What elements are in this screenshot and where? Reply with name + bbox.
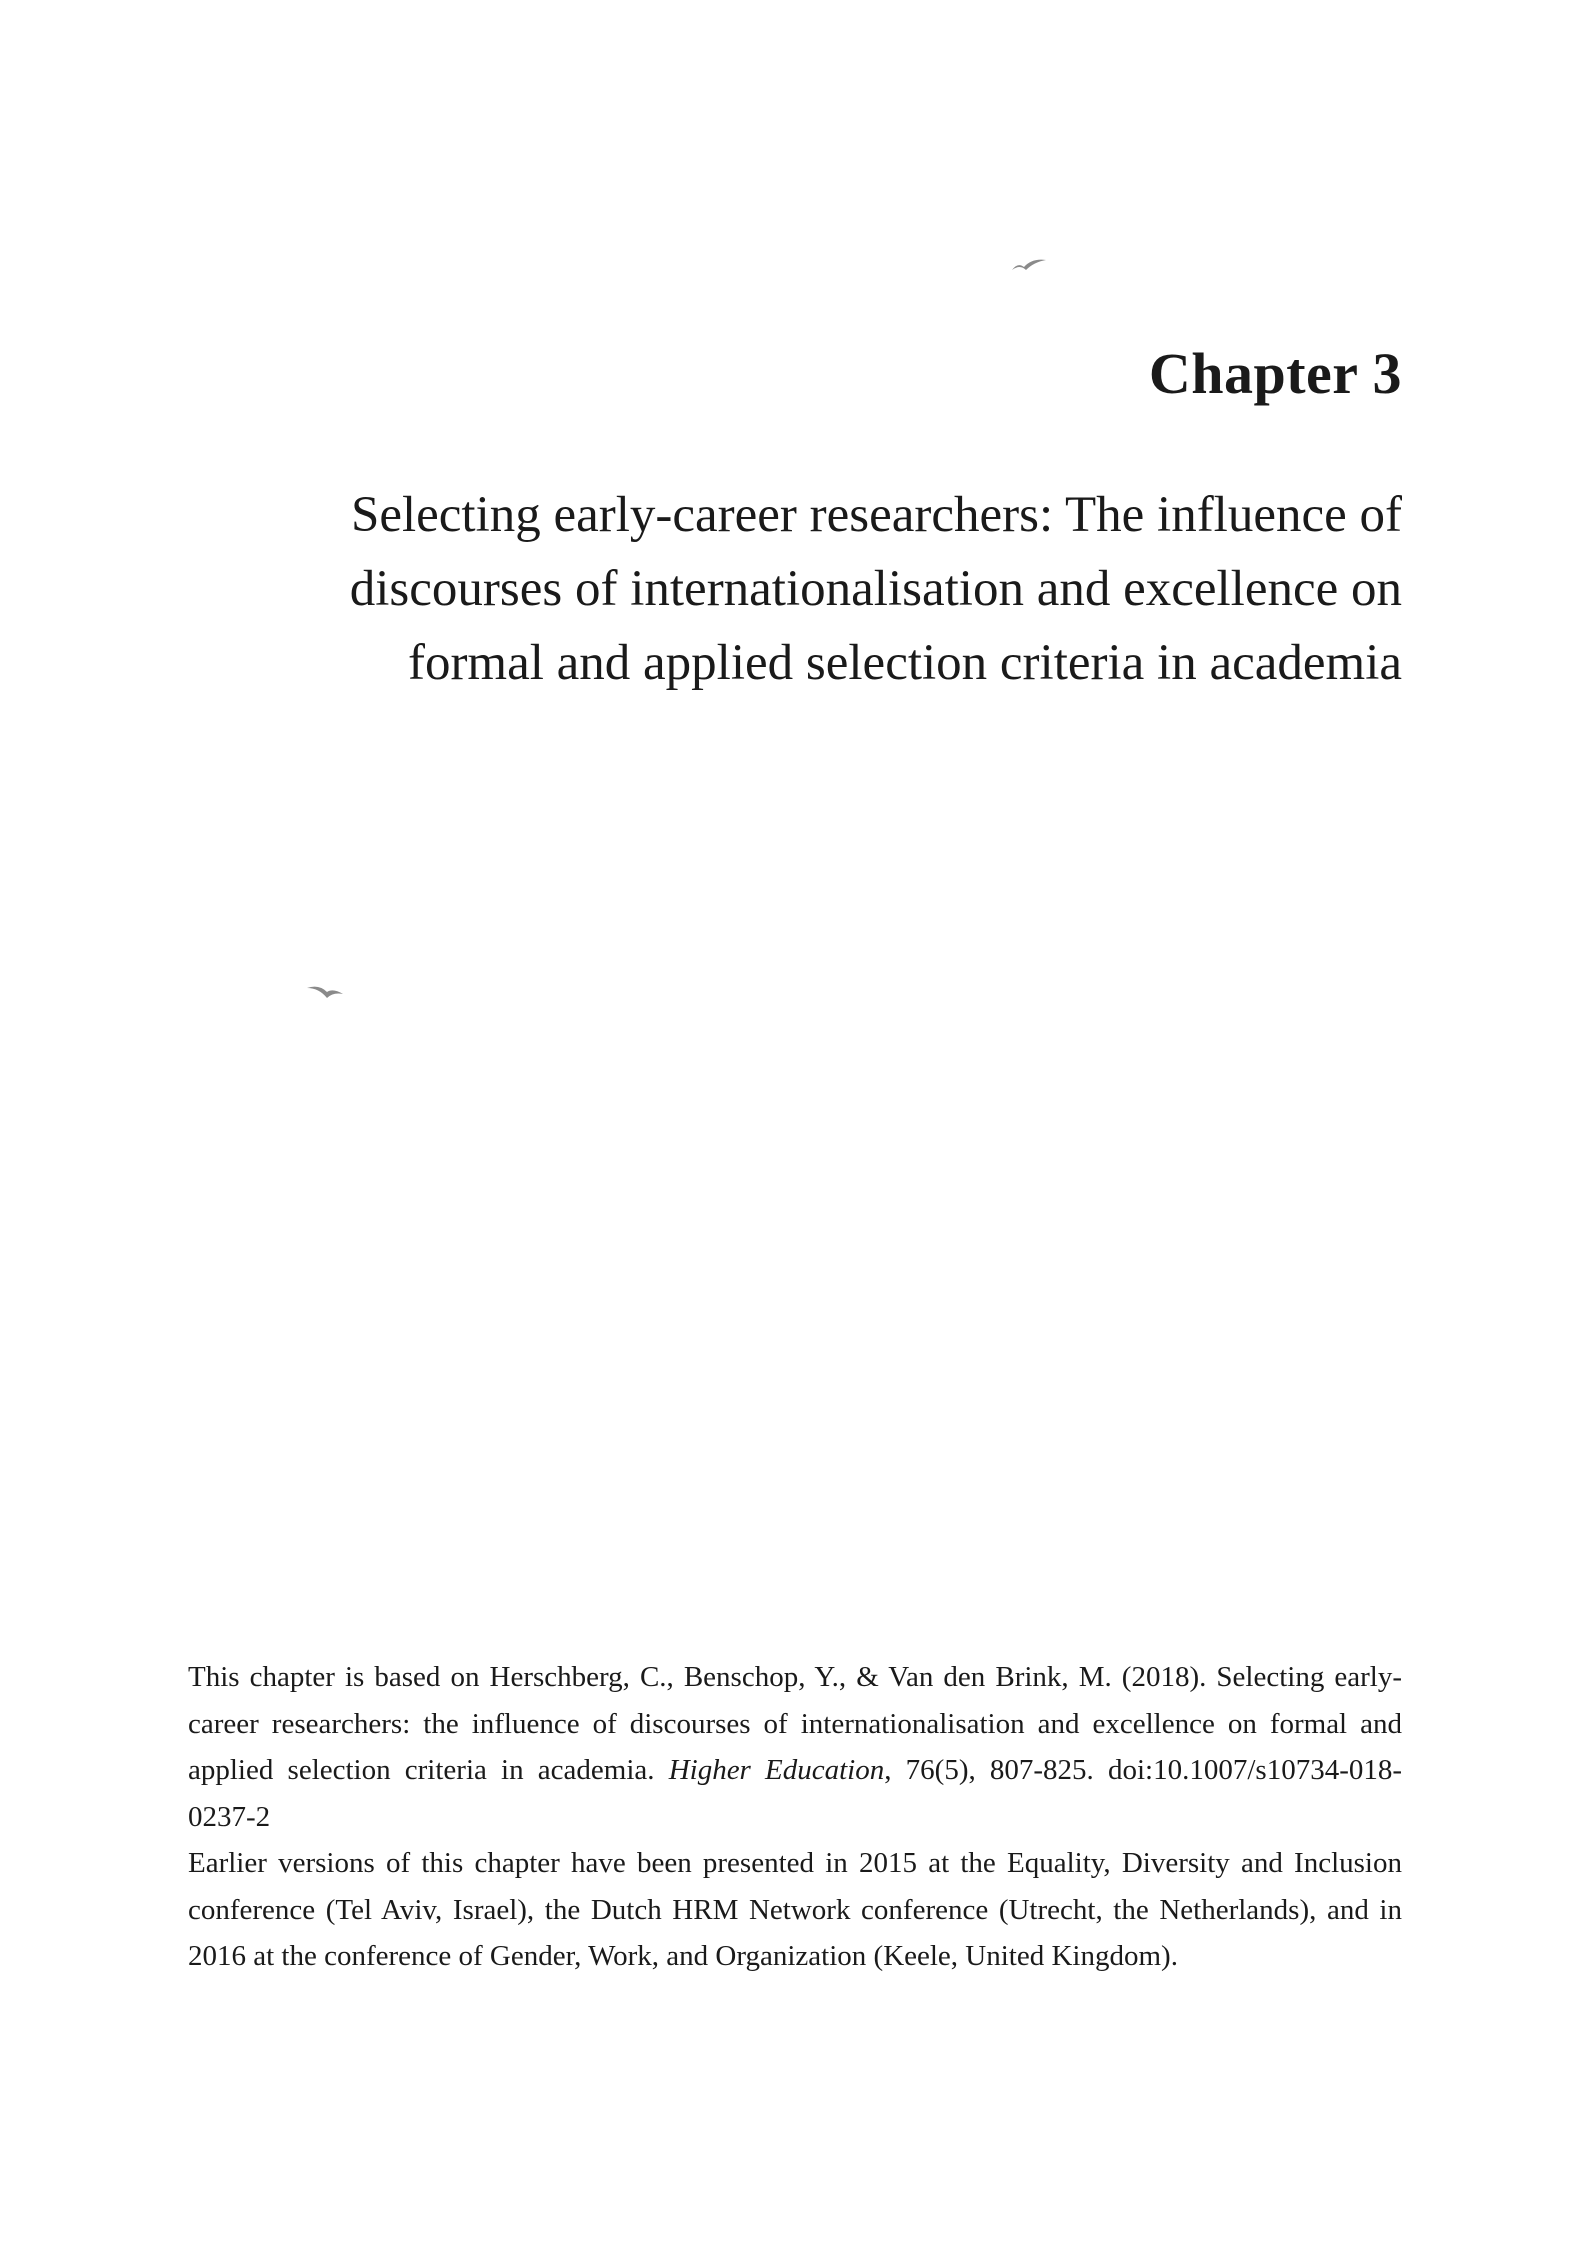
chapter-title <box>252 478 1402 700</box>
chapter-title-line: Selecting early-career researchers: The influence of <box>350 487 1402 543</box>
chapter-source-note <box>188 1654 1402 1980</box>
chapter-title-line: formal and applied selection criteria in academia <box>407 635 1402 691</box>
chapter-label: Chapter 3 <box>1148 341 1402 406</box>
bird-decoration-icon <box>1010 252 1050 276</box>
bird-decoration-icon <box>305 980 345 1004</box>
chapter-title-line: discourses of internationalisation and excellence on <box>349 561 1402 617</box>
citation-text: This chapter is based on Herschberg, C., Benschop, Y., & Van den Brink, M. (2018). Selecting early-career researchers: the influence of discourses of internationalisation and excellence on formal and applied selection criteria in academia. <box>188 1661 1402 1786</box>
citation-details: , 76(5), 807-825. doi:10.1007/s10734-018-0237-2 <box>188 1754 1403 1833</box>
citation-paragraph <box>188 1654 1402 1840</box>
journal-name: Higher Education <box>668 1754 885 1786</box>
presentations-paragraph: Earlier versions of this chapter have been presented in 2015 at the Equality, Diversity and Inclusion conference (Tel Aviv, Israel), the Dutch HRM Network conference (Utrecht, the Netherlands), and in 2016 at the conference of Gender, Work, and Organization (Keele, United Kingdom). <box>188 1847 1402 1972</box>
